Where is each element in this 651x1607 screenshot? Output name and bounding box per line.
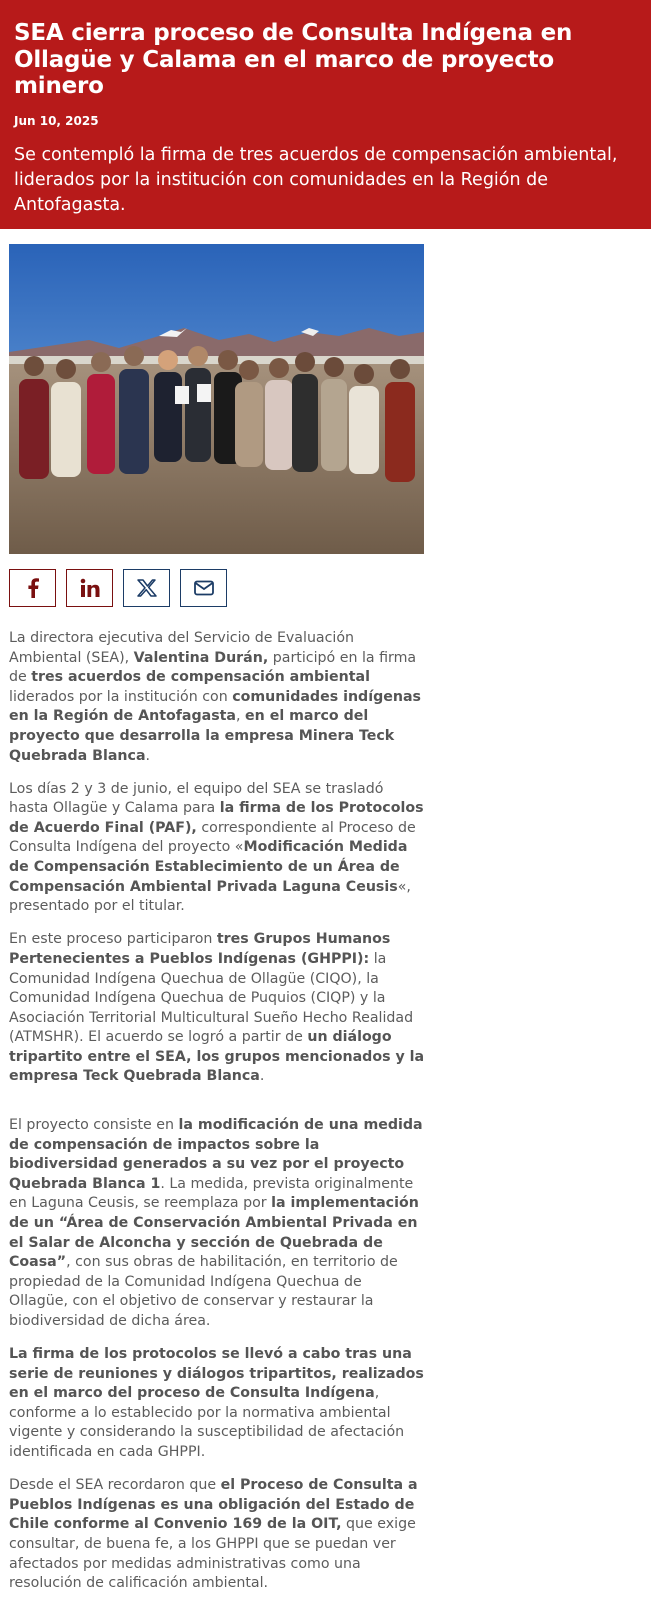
mail-icon — [194, 580, 214, 596]
share-bar — [9, 569, 227, 607]
x-icon — [137, 579, 157, 597]
paragraph-1: La directora ejecutiva del Servicio de Evaluación Ambiental (SEA), Valentina Durán, participó en la firma de tres acuerdos de compensación ambiental liderados por la institución con comunidades indígenas en la Región de Antofagasta, en el marco del proyecto que desarrolla la empresa Minera Teck Quebrada Blanca. — [9, 630, 421, 764]
paragraph-5: La firma de los protocolos se llevó a cabo tras una serie de reuniones y diálogos tripartitos, realizados en el marco del proceso de Consulta Indígena, conforme a lo establecido por la normativa ambiental vigente y considerando la susceptibilidad de afectación identificada en cada GHPPI. — [9, 1346, 424, 1461]
article-photo — [9, 244, 424, 554]
paragraph-6: Desde el SEA recordaron que el Proceso de Consulta a Pueblos Indígenas es una obligación del Estado de Chile conforme al Convenio 169 de la OIT, que exige consultar, de buena fe, a los GHPPI que se puedan ver afectados por medidas administrativas como una resolución de calificación ambiental. — [9, 1477, 418, 1592]
group-photo-image — [9, 244, 424, 554]
share-linkedin-button[interactable] — [66, 569, 113, 607]
paragraph-4: El proyecto consiste en la modificación de una medida de compensación de impactos sobre la biodiversidad generados a su vez por el proyecto Quebrada Blanca 1. La medida, prevista originalmente en Laguna Ceusis, se reemplaza por la implementación de un “Área de Conservación Ambiental Privada en el Salar de Alconcha y sección de Quebrada de Coasa”, con sus obras de habilitación, en territorio de propiedad de la Comunidad Indígena Quechua de Ollagüe, con el objetivo de conservar y restaurar la biodiversidad de dicha área. — [9, 1117, 423, 1329]
article-header — [0, 0, 651, 229]
page-title: SEA cierra proceso de Consulta Indígena en Ollagüe y Calama en el marco de proyecto minero — [14, 20, 573, 99]
linkedin-icon — [80, 578, 100, 598]
article-body — [9, 629, 425, 1607]
facebook-icon — [25, 578, 41, 598]
paragraph-3: En este proceso participaron tres Grupos Humanos Pertenecientes a Pueblos Indígenas (GHPPI): la Comunidad Indígena Quechua de Ollagüe (CIQO), la Comunidad Indígena Quechua de Puquios (CIQP) y la Asociación Territorial Multicultural Sueño Hecho Realidad (ATMSHR). El acuerdo se logró a partir de un diálogo tripartito entre el SEA, los grupos mencionados y la empresa Teck Quebrada Blanca. — [9, 931, 425, 1085]
share-email-button[interactable] — [180, 569, 227, 607]
article-lead: Se contempló la firma de tres acuerdos de compensación ambiental, liderados por la institución con comunidades en la Región de Antofagasta. — [14, 144, 618, 215]
share-facebook-button[interactable] — [9, 569, 56, 607]
share-x-button[interactable] — [123, 569, 170, 607]
publish-date: Jun 10, 2025 — [14, 113, 99, 128]
paragraph-2: Los días 2 y 3 de junio, el equipo del SEA se trasladó hasta Ollagüe y Calama para la firma de los Protocolos de Acuerdo Final (PAF), correspondiente al Proceso de Consulta Indígena del proyecto «Modificación Medida de Compensación Establecimiento de un Área de Compensación Ambiental Privada Laguna Ceusis«, presentado por el titular. — [9, 780, 424, 915]
